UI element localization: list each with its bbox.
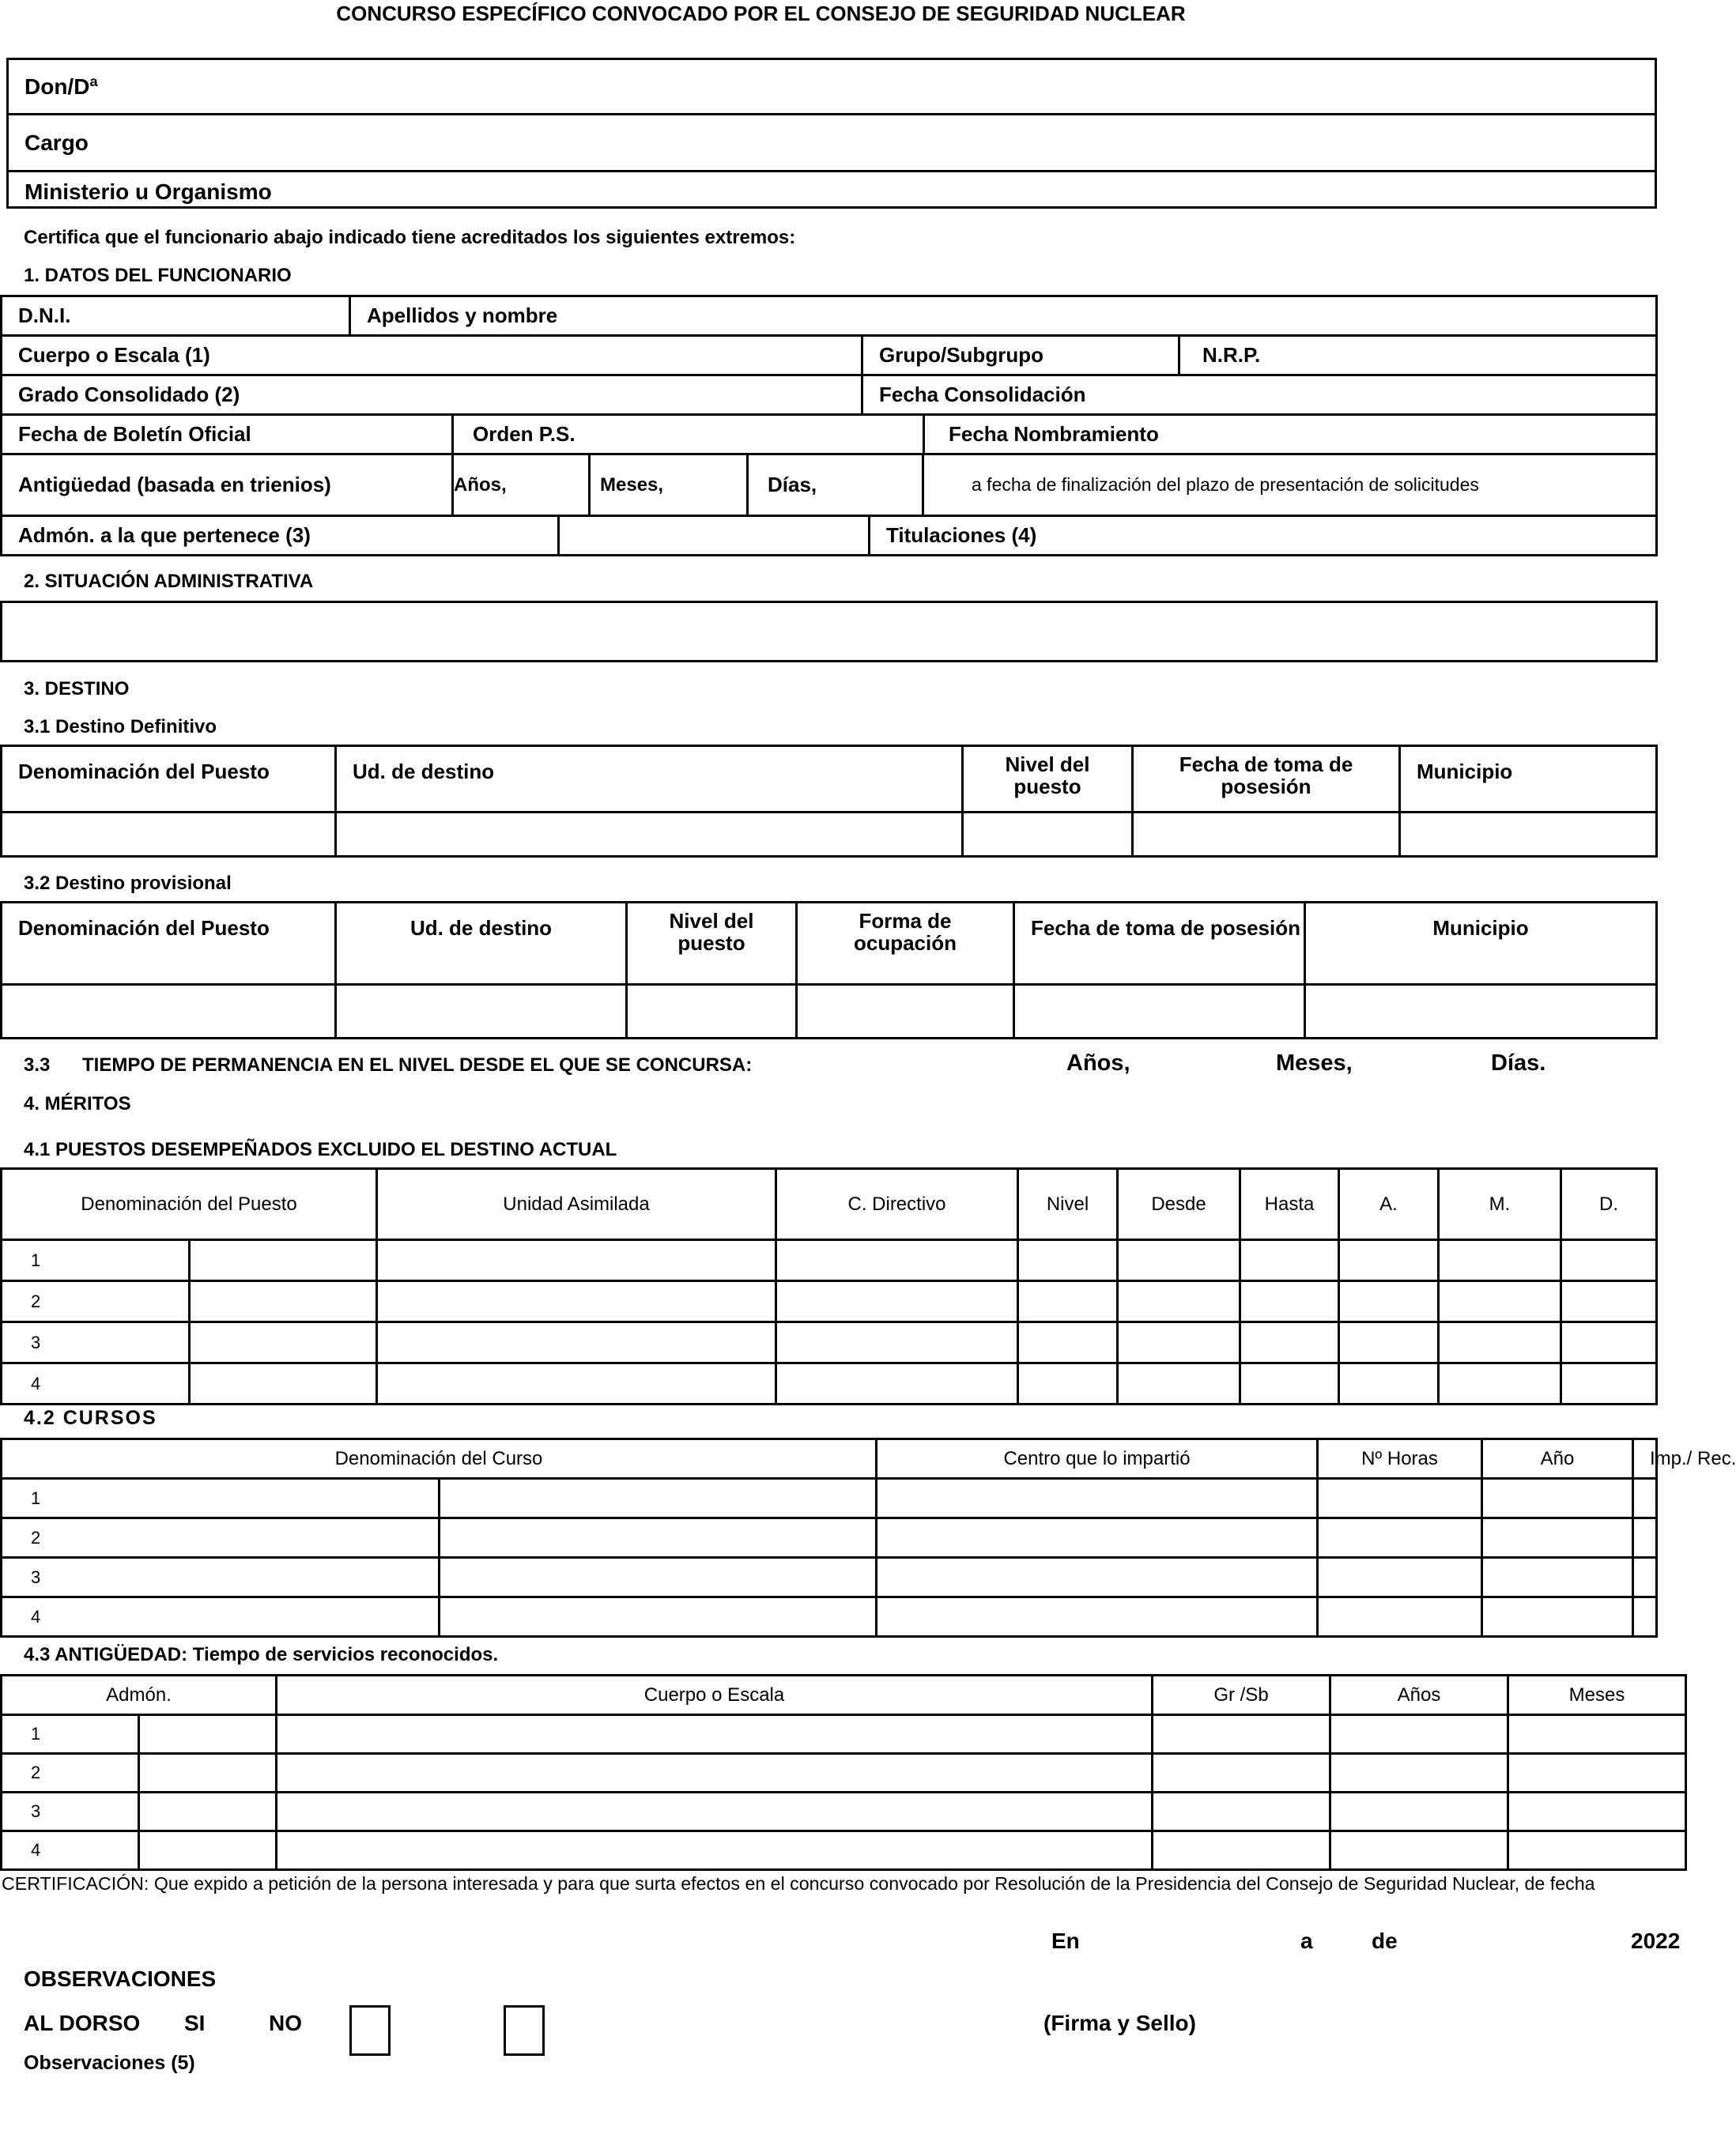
def-col-denominacion-label: Denominación del Puesto xyxy=(18,760,270,783)
a-fecha-label: a fecha de finalización del plazo de presentación de solicitudes xyxy=(972,474,1479,495)
admon-value[interactable] xyxy=(559,516,870,556)
puestos-cell[interactable] xyxy=(1561,1281,1657,1322)
header-table xyxy=(6,58,1657,209)
permanencia-anos: Años, xyxy=(1066,1050,1130,1076)
al-dorso-label: AL DORSO xyxy=(24,2011,141,2035)
cursos-cell[interactable] xyxy=(439,1518,877,1558)
puestos-cell[interactable] xyxy=(377,1322,776,1363)
antig-cell[interactable] xyxy=(277,1754,1153,1793)
antig-cell[interactable] xyxy=(277,1793,1153,1831)
def-col-municipio xyxy=(1400,746,1657,813)
puestos-cell[interactable] xyxy=(1240,1281,1339,1322)
dni-label: D.N.I. xyxy=(18,304,71,327)
puestos-title: 4.1 PUESTOS DESEMPEÑADOS EXCLUIDO EL DESTINO ACTUAL xyxy=(24,1139,617,1160)
cursos-col-ano xyxy=(1482,1439,1633,1479)
puestos-row xyxy=(2,1363,1657,1405)
def-col-nivel-label: Nivel del puesto xyxy=(1005,752,1090,798)
puestos-table xyxy=(0,1167,1658,1405)
def-col-denominacion xyxy=(2,746,336,813)
antig-cell[interactable] xyxy=(1153,1715,1330,1754)
row-number-label: 2 xyxy=(31,1291,41,1311)
puestos-row xyxy=(2,1322,1657,1363)
firma-a: a xyxy=(1300,1929,1313,1953)
prov-col-ud xyxy=(336,903,627,985)
destino-definitivo-title: 3.1 Destino Definitivo xyxy=(24,716,217,737)
def-cell-municipio[interactable] xyxy=(1400,813,1657,857)
cursos-col-horas xyxy=(1318,1439,1482,1479)
cursos-cell[interactable] xyxy=(877,1597,1318,1637)
puestos-cell[interactable] xyxy=(189,1240,377,1281)
puestos-cell[interactable] xyxy=(189,1281,377,1322)
antig-col-meses xyxy=(1508,1676,1686,1715)
antig-cell[interactable] xyxy=(1508,1831,1686,1870)
puestos-col-d-label: D. xyxy=(1599,1193,1618,1215)
cursos-cell[interactable] xyxy=(1318,1479,1482,1518)
puestos-cell[interactable] xyxy=(1439,1281,1561,1322)
puestos-col-m-label: M. xyxy=(1489,1193,1511,1215)
dias-field[interactable] xyxy=(748,454,923,516)
cursos-cell[interactable] xyxy=(877,1479,1318,1518)
section-4-title: 4. MÉRITOS xyxy=(24,1093,131,1114)
cargo-field[interactable] xyxy=(8,115,1656,172)
row-number-label: 1 xyxy=(31,1488,41,1508)
def-col-fecha xyxy=(1133,746,1400,813)
row-number-label: 1 xyxy=(31,1250,41,1270)
apellidos-label: Apellidos y nombre xyxy=(367,304,558,327)
puestos-cell[interactable] xyxy=(776,1322,1018,1363)
puestos-cell[interactable] xyxy=(1439,1322,1561,1363)
antig-col-gr-label: Gr /Sb xyxy=(1213,1684,1269,1706)
row-number xyxy=(2,1754,139,1793)
puestos-cell[interactable] xyxy=(1018,1322,1118,1363)
puestos-col-hasta-label: Hasta xyxy=(1264,1193,1315,1215)
orden-ps-label: Orden P.S. xyxy=(473,422,576,446)
antig-cell[interactable] xyxy=(277,1715,1153,1754)
cursos-col-imp xyxy=(1633,1439,1736,1479)
cursos-table xyxy=(0,1438,1736,1638)
form-title: CONCURSO ESPECÍFICO CONVOCADO POR EL CONSEJO DE SEGURIDAD NUCLEAR xyxy=(336,2,1186,25)
antig-row xyxy=(2,1831,1686,1870)
antig-cell[interactable] xyxy=(139,1831,277,1870)
situacion-box xyxy=(0,601,1658,662)
row-number-label: 1 xyxy=(31,1724,41,1744)
cursos-row xyxy=(2,1597,1657,1637)
fecha-consolidacion-label: Fecha Consolidación xyxy=(879,383,1086,406)
antig-cell[interactable] xyxy=(1330,1715,1508,1754)
cursos-cell[interactable] xyxy=(1482,1479,1633,1518)
antig-row xyxy=(2,1754,1686,1793)
puestos-col-nivel xyxy=(1018,1169,1118,1240)
prov-col-municipio-label: Municipio xyxy=(1432,916,1529,940)
puestos-cell[interactable] xyxy=(1240,1240,1339,1281)
prov-col-nivel-label: Nivel del puesto xyxy=(669,909,754,955)
prov-col-ud-label: Ud. de destino xyxy=(409,916,553,940)
puestos-cell[interactable] xyxy=(1439,1240,1561,1281)
row-number-label: 3 xyxy=(31,1332,41,1352)
a-fecha-text xyxy=(923,454,1657,516)
destino-definitivo-table xyxy=(0,745,1658,858)
titulaciones-label: Titulaciones (4) xyxy=(886,523,1037,547)
section-3-title: 3. DESTINO xyxy=(24,678,130,699)
no-label: NO xyxy=(269,2011,302,2035)
si-checkbox[interactable] xyxy=(349,2005,391,2056)
antig-col-cuerpo xyxy=(277,1676,1153,1715)
antig-cell[interactable] xyxy=(139,1715,277,1754)
fecha-nombramiento-field[interactable] xyxy=(924,415,1657,454)
cursos-cell[interactable] xyxy=(1633,1597,1657,1637)
puestos-cell[interactable] xyxy=(776,1363,1018,1405)
def-col-nivel xyxy=(963,746,1133,813)
cursos-cell[interactable] xyxy=(439,1479,877,1518)
def-cell-nivel[interactable] xyxy=(963,813,1133,857)
antiguedad-title: 4.3 ANTIGÜEDAD: Tiempo de servicios reconocidos. xyxy=(24,1644,499,1665)
antig-cell[interactable] xyxy=(1508,1754,1686,1793)
antig-cell[interactable] xyxy=(1508,1793,1686,1831)
row-number xyxy=(2,1363,190,1405)
row-number xyxy=(2,1479,440,1518)
cursos-col-centro-label: Centro que lo impartió xyxy=(1003,1447,1191,1469)
antig-cell[interactable] xyxy=(139,1793,277,1831)
prov-col-fecha xyxy=(1014,903,1305,985)
def-col-municipio-label: Municipio xyxy=(1417,760,1513,783)
def-cell-ud[interactable] xyxy=(336,813,963,857)
don-field[interactable] xyxy=(8,59,1656,115)
puestos-cell[interactable] xyxy=(1118,1322,1240,1363)
row-number-label: 4 xyxy=(31,1606,41,1627)
don-label: Don/Dª xyxy=(25,74,98,99)
datos-row-4 xyxy=(0,413,1658,455)
grupo-field[interactable] xyxy=(862,336,1179,375)
row-number-label: 2 xyxy=(31,1527,41,1548)
antig-cell[interactable] xyxy=(277,1831,1153,1870)
cursos-row xyxy=(2,1558,1657,1597)
antiguedad-table xyxy=(0,1674,1687,1871)
def-col-ud-label: Ud. de destino xyxy=(353,760,495,783)
cursos-cell[interactable] xyxy=(439,1558,877,1597)
certificacion-text: CERTIFICACIÓN: Que expido a petición de la persona interesada y para que surta efectos en el concurso convocado por Resolución de la Presidencia del Consejo de Seguridad Nuclear, de fecha xyxy=(2,1873,1595,1894)
cursos-cell[interactable] xyxy=(1482,1597,1633,1637)
fecha-nombramiento-label: Fecha Nombramiento xyxy=(949,422,1159,446)
cursos-cell[interactable] xyxy=(1318,1518,1482,1558)
meses-label: Meses, xyxy=(600,473,664,496)
observaciones-5-label: Observaciones (5) xyxy=(24,2052,195,2074)
row-number-label: 4 xyxy=(31,1373,41,1393)
destino-provisional-title: 3.2 Destino provisional xyxy=(24,873,232,894)
prov-col-forma xyxy=(797,903,1014,985)
grado-field[interactable] xyxy=(2,375,862,415)
row-number-label: 4 xyxy=(31,1840,41,1860)
row-number-label: 3 xyxy=(31,1567,41,1587)
row-number-label: 2 xyxy=(31,1763,41,1782)
puestos-cell[interactable] xyxy=(1561,1240,1657,1281)
row-number xyxy=(2,1240,190,1281)
ministerio-field[interactable] xyxy=(8,172,1656,208)
permanencia-dias: Días. xyxy=(1491,1050,1546,1076)
section-1-title: 1. DATOS DEL FUNCIONARIO xyxy=(24,265,292,286)
puestos-cell[interactable] xyxy=(377,1281,776,1322)
antig-col-admon xyxy=(2,1676,277,1715)
cursos-row xyxy=(2,1479,1657,1518)
cursos-cell[interactable] xyxy=(1633,1518,1657,1558)
permanencia-meses: Meses, xyxy=(1276,1050,1353,1076)
prov-col-municipio xyxy=(1305,903,1657,985)
datos-row-3 xyxy=(0,374,1658,416)
cursos-cell[interactable] xyxy=(1633,1558,1657,1597)
cursos-cell[interactable] xyxy=(1482,1558,1633,1597)
antig-cell[interactable] xyxy=(1153,1793,1330,1831)
datos-row-6 xyxy=(0,515,1658,556)
observaciones-title: OBSERVACIONES xyxy=(24,1966,217,1991)
puestos-col-nivel-label: Nivel xyxy=(1046,1193,1089,1215)
def-col-ud xyxy=(336,746,963,813)
puestos-col-unidad xyxy=(377,1169,776,1240)
cursos-cell[interactable] xyxy=(1633,1479,1657,1518)
situacion-field[interactable] xyxy=(2,602,1657,662)
fecha-boletin-label: Fecha de Boletín Oficial xyxy=(18,422,251,446)
prov-col-nivel xyxy=(627,903,797,985)
puestos-cell[interactable] xyxy=(1018,1363,1118,1405)
prov-col-denominacion-label: Denominación del Puesto xyxy=(18,916,270,940)
prov-cell-municipio[interactable] xyxy=(1305,985,1657,1039)
cursos-cell[interactable] xyxy=(1318,1597,1482,1637)
puestos-cell[interactable] xyxy=(189,1322,377,1363)
row-number xyxy=(2,1518,440,1558)
prov-cell-forma[interactable] xyxy=(797,985,1014,1039)
row-number xyxy=(2,1281,190,1322)
def-col-fecha-label: Fecha de toma de posesión xyxy=(1179,752,1353,798)
datos-row-2 xyxy=(0,334,1658,376)
antiguedad-text: Antigüedad (basada en trienios) xyxy=(18,473,331,496)
meses-field[interactable] xyxy=(590,454,748,516)
orden-ps-field[interactable] xyxy=(453,415,924,454)
puestos-cell[interactable] xyxy=(1018,1240,1118,1281)
fecha-boletin-field[interactable] xyxy=(2,415,453,454)
prov-cell-denominacion[interactable] xyxy=(2,985,336,1039)
cuerpo-label: Cuerpo o Escala (1) xyxy=(18,343,210,367)
firma-de: de xyxy=(1372,1929,1398,1953)
cursos-cell[interactable] xyxy=(1318,1558,1482,1597)
antiguedad-label xyxy=(2,454,453,516)
certifica-text: Certifica que el funcionario abajo indicado tiene acreditados los siguientes extremos: xyxy=(24,227,796,248)
antig-col-meses-label: Meses xyxy=(1568,1684,1625,1706)
cursos-cell[interactable] xyxy=(877,1558,1318,1597)
dni-field[interactable] xyxy=(2,296,350,336)
admon-field[interactable] xyxy=(2,516,559,556)
puestos-cell[interactable] xyxy=(1439,1363,1561,1405)
apellidos-field[interactable] xyxy=(350,296,1657,336)
destino-provisional-table xyxy=(0,901,1658,1039)
prov-cell-nivel[interactable] xyxy=(627,985,797,1039)
prov-col-fecha-label: Fecha de toma de posesión xyxy=(1031,916,1300,940)
antig-col-cuerpo-label: Cuerpo o Escala xyxy=(643,1684,785,1706)
dias-label: Días, xyxy=(768,473,817,496)
puestos-cell[interactable] xyxy=(377,1240,776,1281)
row-number xyxy=(2,1831,139,1870)
section-2-title: 2. SITUACIÓN ADMINISTRATIVA xyxy=(24,571,314,592)
puestos-cell[interactable] xyxy=(377,1363,776,1405)
firma-en: En xyxy=(1051,1929,1080,1953)
si-label: SI xyxy=(184,2011,206,2035)
antig-row xyxy=(2,1793,1686,1831)
puestos-cell[interactable] xyxy=(1240,1363,1339,1405)
puestos-cell[interactable] xyxy=(1118,1363,1240,1405)
antig-cell[interactable] xyxy=(1330,1754,1508,1793)
anos-label: Años, xyxy=(454,473,507,496)
antig-cell[interactable] xyxy=(1153,1754,1330,1793)
puestos-cell[interactable] xyxy=(776,1240,1018,1281)
antig-col-admon-label: Admón. xyxy=(106,1684,172,1706)
antig-cell[interactable] xyxy=(1508,1715,1686,1754)
antig-col-anos xyxy=(1330,1676,1508,1715)
grado-label: Grado Consolidado (2) xyxy=(18,383,240,406)
puestos-cell[interactable] xyxy=(1118,1281,1240,1322)
titulaciones-field[interactable] xyxy=(870,516,1657,556)
puestos-col-desde xyxy=(1118,1169,1240,1240)
datos-row-5 xyxy=(0,453,1658,517)
antig-col-anos-label: Años xyxy=(1397,1684,1441,1706)
row-number xyxy=(2,1597,440,1637)
row-number xyxy=(2,1715,139,1754)
row-number xyxy=(2,1322,190,1363)
puestos-cell[interactable] xyxy=(1339,1281,1439,1322)
permanencia-num: 3.3 xyxy=(24,1054,51,1076)
puestos-col-unidad-label: Unidad Asimilada xyxy=(503,1193,650,1215)
puestos-col-desde-label: Desde xyxy=(1151,1193,1206,1215)
nrp-label: N.R.P. xyxy=(1202,343,1261,367)
no-checkbox[interactable] xyxy=(504,2005,545,2056)
puestos-col-a-label: A. xyxy=(1379,1193,1398,1215)
fecha-consolidacion-field[interactable] xyxy=(862,375,1657,415)
cuerpo-field[interactable] xyxy=(2,336,862,375)
ministerio-label: Ministerio u Organismo xyxy=(25,179,272,204)
cursos-col-imp-label: Imp./ Rec. xyxy=(1650,1447,1736,1469)
firma-sello-label: (Firma y Sello) xyxy=(1043,2011,1196,2035)
cursos-col-centro xyxy=(877,1439,1318,1479)
cursos-row xyxy=(2,1518,1657,1558)
antig-cell[interactable] xyxy=(139,1754,277,1793)
prov-col-forma-label: Forma de ocupación xyxy=(853,909,957,955)
cursos-cell[interactable] xyxy=(1482,1518,1633,1558)
puestos-col-a xyxy=(1339,1169,1439,1240)
prov-col-denominacion xyxy=(2,903,336,985)
admon-label: Admón. a la que pertenece (3) xyxy=(18,523,311,547)
antig-row xyxy=(2,1715,1686,1754)
puestos-cell[interactable] xyxy=(189,1363,377,1405)
puestos-cell[interactable] xyxy=(1561,1363,1657,1405)
permanencia-label: TIEMPO DE PERMANENCIA EN EL NIVEL DESDE EL QUE SE CONCURSA: xyxy=(82,1054,753,1076)
prov-cell-ud[interactable] xyxy=(336,985,627,1039)
def-cell-fecha[interactable] xyxy=(1133,813,1400,857)
puestos-col-denominacion-label: Denominación del Puesto xyxy=(81,1193,297,1215)
firma-year: 2022 xyxy=(1631,1929,1681,1953)
grupo-label: Grupo/Subgrupo xyxy=(879,343,1043,367)
puestos-cell[interactable] xyxy=(1118,1240,1240,1281)
anos-field[interactable] xyxy=(453,454,590,516)
puestos-cell[interactable] xyxy=(1561,1322,1657,1363)
cursos-col-horas-label: Nº Horas xyxy=(1361,1447,1438,1469)
antig-cell[interactable] xyxy=(1153,1831,1330,1870)
cursos-col-ano-label: Año xyxy=(1540,1447,1575,1469)
puestos-row xyxy=(2,1281,1657,1322)
puestos-col-m xyxy=(1439,1169,1561,1240)
row-number xyxy=(2,1558,440,1597)
prov-cell-fecha[interactable] xyxy=(1014,985,1305,1039)
cursos-col-denominacion-label: Denominación del Curso xyxy=(334,1447,543,1469)
row-number xyxy=(2,1793,139,1831)
puestos-col-directivo xyxy=(776,1169,1018,1240)
puestos-row xyxy=(2,1240,1657,1281)
puestos-cell[interactable] xyxy=(1339,1240,1439,1281)
cursos-col-denominacion xyxy=(2,1439,877,1479)
antig-cell[interactable] xyxy=(1330,1831,1508,1870)
row-number-label: 3 xyxy=(31,1801,41,1821)
puestos-col-d xyxy=(1561,1169,1657,1240)
puestos-cell[interactable] xyxy=(1339,1363,1439,1405)
cursos-cell[interactable] xyxy=(439,1597,877,1637)
puestos-col-hasta xyxy=(1240,1169,1339,1240)
def-cell-denominacion[interactable] xyxy=(2,813,336,857)
cursos-cell[interactable] xyxy=(877,1518,1318,1558)
cursos-title: 4.2 CURSOS xyxy=(24,1407,157,1429)
puestos-cell[interactable] xyxy=(776,1281,1018,1322)
puestos-col-directivo-label: C. Directivo xyxy=(847,1193,946,1215)
antig-col-gr xyxy=(1153,1676,1330,1715)
cargo-label: Cargo xyxy=(25,130,89,155)
nrp-field[interactable] xyxy=(1179,336,1657,375)
antig-cell[interactable] xyxy=(1330,1793,1508,1831)
puestos-col-denominacion xyxy=(2,1169,377,1240)
puestos-cell[interactable] xyxy=(1240,1322,1339,1363)
datos-row-1 xyxy=(0,295,1658,337)
puestos-cell[interactable] xyxy=(1018,1281,1118,1322)
puestos-cell[interactable] xyxy=(1339,1322,1439,1363)
